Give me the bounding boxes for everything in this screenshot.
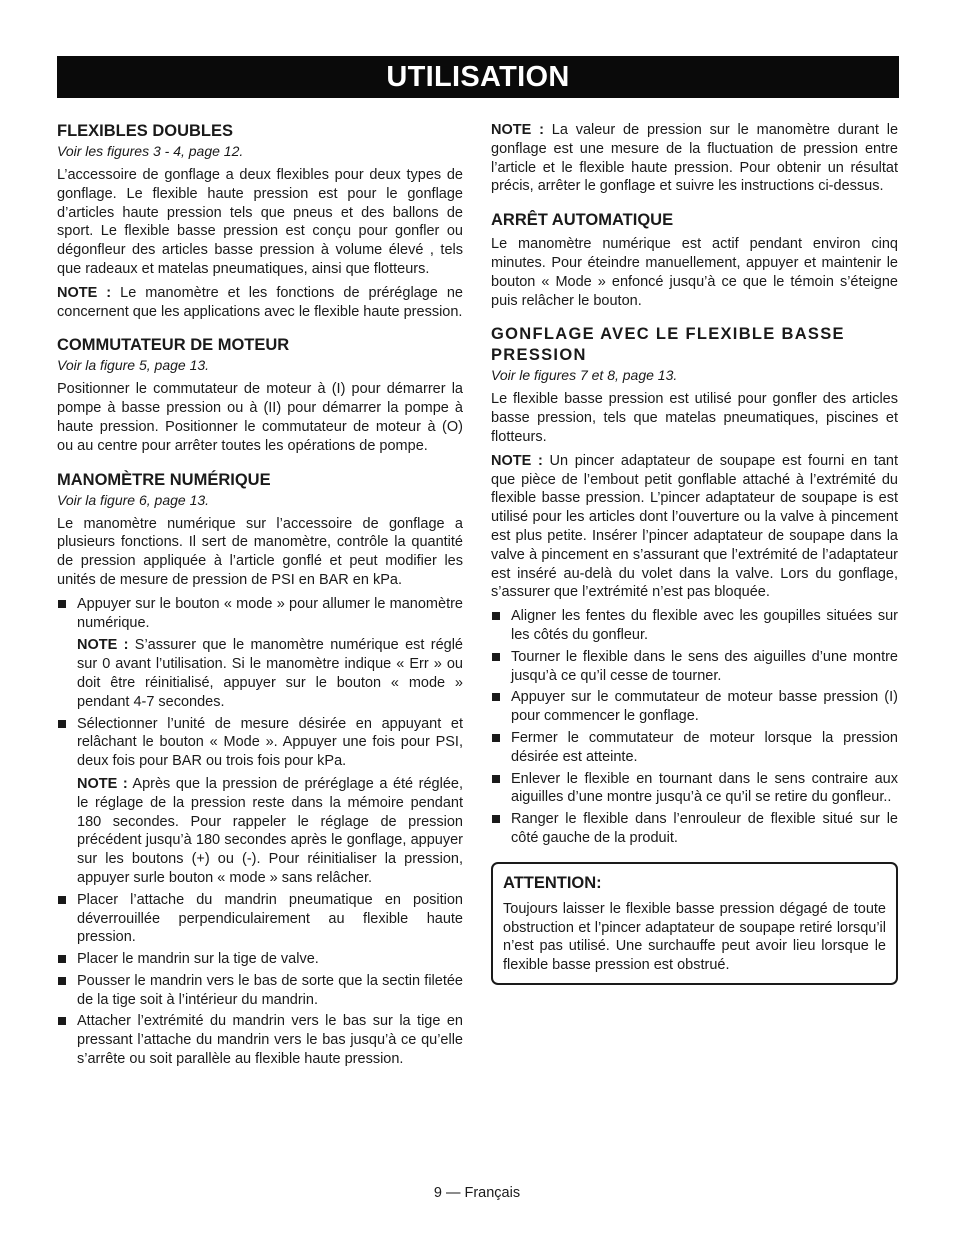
note-text: La valeur de pression sur le manomètre durant le gonflage est une mesure de la fluctuation de pression entre l’article et le flexible haute pression. Pour obtenir un résultat précis, arrêter le gonflage et suivre les instructions ci-dessus. [491, 122, 899, 195]
note-text: Après que la pression de préréglage a été réglée, le réglage de la pression reste dans la mémoire pendant 180 secondes. Pour rappeler le réglage de pression précédent jusqu’à 180 secondes après le gonflage, appuyer sur les boutons (+) ou (-). Pour réinitialiser la pression, appuyer surle bouton « mode » sans relâcher. [77, 775, 464, 886]
note-paragraph [77, 636, 463, 711]
section-arret-automatique [491, 210, 898, 310]
list-item: Pousser le mandrin vers le bas de sorte que la sectin filetée de la tige soit à l’intérieur du mandrin. [57, 972, 463, 1010]
section-flexibles-doubles [57, 121, 463, 321]
right-column [491, 121, 898, 985]
list-item: Attacher l’extrémité du mandrin vers le bas sur la tige en pressant l’attache du mandrin vers le bas jusqu’à ce qu’elle s’arrête ou soit parallèle au flexible haute pression. [57, 1012, 463, 1068]
section-heading: MANOMÈTRE NUMÉRIQUE [57, 470, 271, 489]
section-heading: GONFLAGE AVEC LE FLEXIBLE BASSE PRESSION [491, 325, 845, 365]
list-item: Placer le mandrin sur la tige de valve. [57, 950, 463, 969]
paragraph: Le manomètre numérique est actif pendant environ cinq minutes. Pour éteindre manuellement, appuyer et maintenir le bouton « Mode » enfoncé jusqu’à ce que le témoin s’éteigne puis relâcher le bouton. [491, 236, 898, 309]
list-item [57, 595, 463, 712]
list-item: Aligner les fentes du flexible avec les goupilles situées sur les côtés du gonfleur. [491, 607, 898, 645]
page-title-banner: UTILISATION [57, 56, 899, 98]
attention-box [491, 862, 898, 985]
note-paragraph [57, 284, 463, 322]
list-item: Enlever le flexible en tournant dans le sens contraire aux aiguilles d’une montre jusqu’à ce qu’il se retire du gonfleur.. [491, 770, 898, 808]
note-label: NOTE : [77, 637, 129, 654]
figure-reference: Voir les figures 3 - 4, page 12. [57, 143, 244, 159]
note-text: S’assurer que le manomètre numérique est réglé sur 0 avant l’utilisation. Si le manomètre indique « Err » ou doit être réinitialisé, appuyer sur le bouton « mode » pendant 4-7 secondes. [77, 637, 463, 710]
list-item-text: Sélectionner l’unité de mesure désirée en appuyant et relâchant le bouton « Mode ». Appuyer une fois pour PSI, deux fois pour BAR ou trois fois pour kPa. [77, 715, 463, 770]
note-paragraph [491, 121, 898, 196]
paragraph: Positionner le commutateur de moteur à (I) pour démarrer la pompe à basse pression ou à (II) pour démarrer la pompe à haute pression. Positionner le commutateur de moteur à (O) ou au centre pour arrêter toutes les opérations de pompe. [57, 381, 463, 454]
note-label: NOTE : [491, 122, 544, 138]
list-item: Appuyer sur le commutateur de moteur basse pression (I) pour commencer le gonflage. [491, 688, 898, 726]
list-item-text: Appuyer sur le bouton « mode » pour allumer le manomètre numérique. [77, 595, 463, 631]
paragraph: Le flexible basse pression est utilisé pour gonfler des articles basse pression, tels que matelas pneumatiques, piscines et flotteurs. [491, 391, 898, 445]
figure-reference: Voir la figure 6, page 13. [57, 491, 210, 508]
section-manometre-numerique [57, 470, 463, 1069]
figure-reference: Voir le figures 7 et 8, page 13. [491, 367, 678, 384]
paragraph: L’accessoire de gonflage a deux flexibles pour deux types de gonflage. Le flexible haute pression est pour le gonflage d’articles haute pression tels que pneus et des ballons de sport. Le flexible basse pression est conçu pour gonfler ou dégonfleur des articles basse pression à volume élevé , tels que radeaux et matelas pneumatiques, ainsi que flotteurs. [57, 167, 463, 277]
note-label: NOTE : [491, 452, 543, 469]
list-item: Tourner le flexible dans le sens des aiguilles d’une montre jusqu’à ce qu’il cesse de tourner. [491, 648, 898, 686]
note-label: NOTE : [77, 775, 128, 792]
note-paragraph [491, 452, 898, 602]
section-gonflage-basse-pression [491, 324, 898, 847]
section-heading: COMMUTATEUR DE MOTEUR [57, 336, 290, 355]
attention-heading: ATTENTION: [503, 873, 602, 892]
page-number: 9 — Français [433, 1185, 521, 1201]
section-heading: ARRÊT AUTOMATIQUE [491, 211, 674, 230]
list-item: Placer l’attache du mandrin pneumatique en position déverrouillée perpendiculairement au flexible haute pression. [57, 891, 463, 947]
section-commutateur-moteur [57, 335, 463, 455]
attention-text: Toujours laisser le flexible basse pression dégagé de toute obstruction et l’pincer adaptateur de soupape retiré lorsqu’il n’est pas utilisé. Une surchauffe peut avoir lieu lorsque le flexible basse pression est obstrué. [503, 900, 886, 974]
bullet-list [57, 595, 463, 1069]
paragraph: Le manomètre numérique sur l’accessoire de gonflage a plusieurs fonctions. Il sert de manomètre, contrôle la quantité de pression appliquée à l’article gonflé et peut modifier les unités de mesure de pression de PSI en BAR en kPa. [57, 515, 463, 588]
list-item: Fermer le commutateur de moteur lorsque la pression désirée est atteinte. [491, 729, 898, 767]
note-text: Un pincer adaptateur de soupape est fourni en tant que pièce de l’embout petit gonflable attaché à l’extrémité du flexible basse pression. L’pincer adaptateur de soupape is est utilisé pour les articles dont l’ouverture ou la valve à pincement est plus petite. Insérer l’pincer adaptateur de soupape dans la valve à pincement en s’assurant que l’extrémité de l’adaptateur est inséré au-delà du volet dans la valve. Lors du gonflage, s’assurer que l’extrémité n’est pas bloquée. [491, 452, 899, 601]
section-heading: FLEXIBLES DOUBLES [57, 122, 234, 140]
left-column [57, 121, 463, 1083]
list-item [57, 715, 463, 888]
figure-reference: Voir la figure 5, page 13. [57, 357, 210, 374]
bullet-list [491, 607, 898, 848]
note-paragraph [77, 775, 463, 888]
note-label: NOTE : [57, 284, 112, 301]
note-text: Le manomètre et les fonctions de préréglage ne concernent que les applications avec le flexible haute pression. [57, 284, 463, 320]
list-item: Ranger le flexible dans l’enrouleur de flexible situé sur le côté gauche de la produit. [491, 810, 898, 848]
